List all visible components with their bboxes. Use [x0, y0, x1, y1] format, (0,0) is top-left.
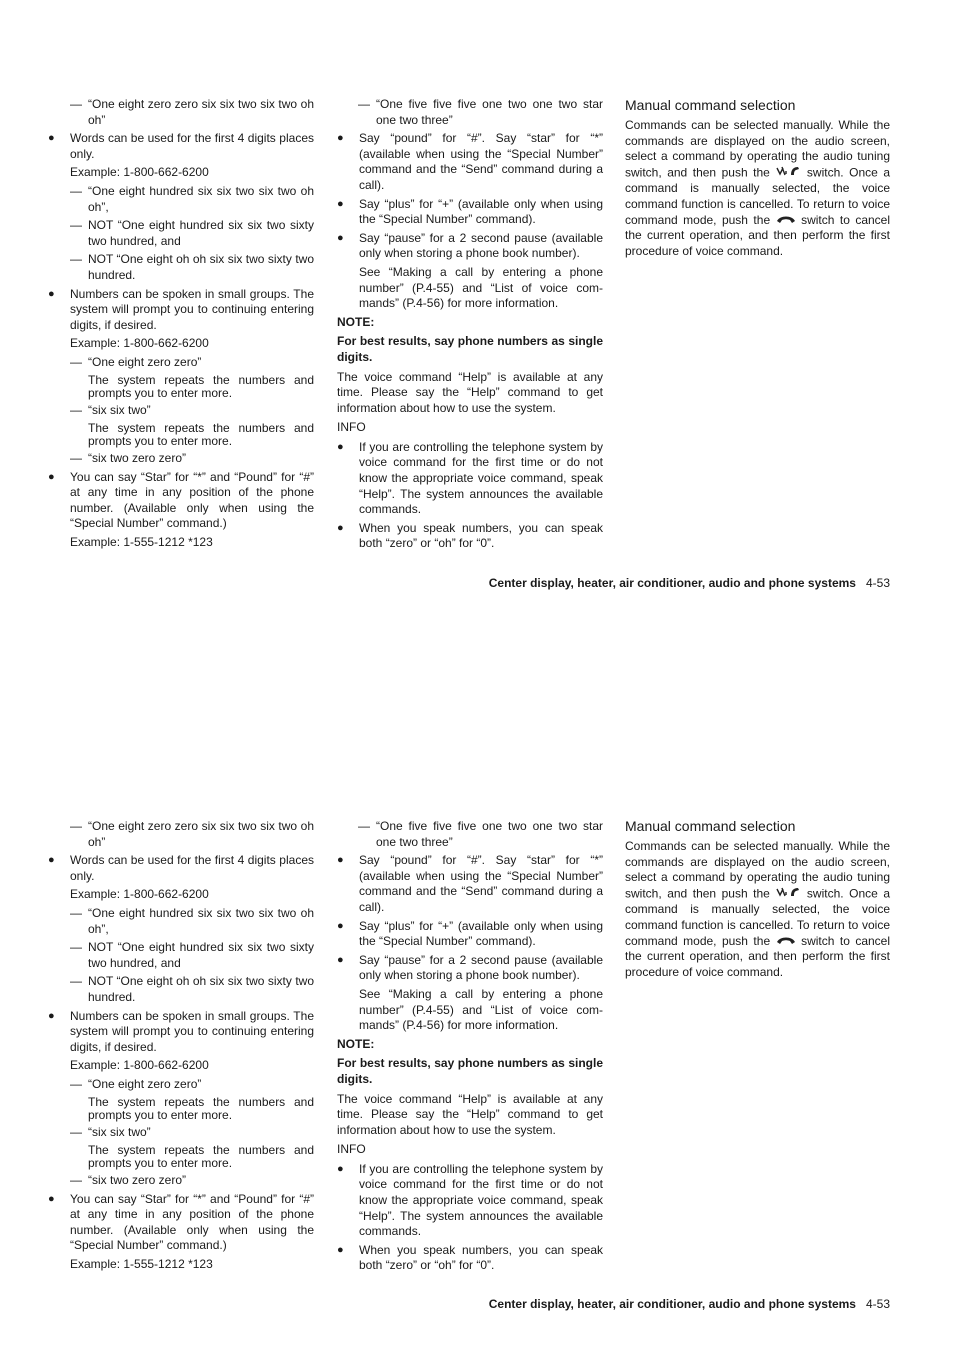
bullet-icon: ● [337, 132, 344, 145]
bullet-icon: ● [337, 1162, 344, 1175]
example-text: Example: 1-800-662-6200 [70, 1058, 209, 1073]
phone-end-icon [776, 213, 796, 229]
bullet-icon: ● [337, 521, 344, 534]
bullet-item: ● Numbers can be spoken in small groups. The system will prompt you to continuing entering digits, if desired. [48, 1008, 314, 1054]
bullet-item: ● Words can be used for the first 4 digits places only. [48, 131, 314, 161]
bullet-item: ● Say “pound” for “#”. Say “star” for “*” (available when using the “Special Number” command and the “Send” command during a call). [337, 131, 603, 192]
repeat-text: The system repeats the numbers and prompts you to enter more. [88, 372, 314, 400]
page-footer [489, 576, 890, 590]
page-2 [0, 721, 954, 1351]
example-text: Example: 1-800-662-6200 [70, 165, 209, 180]
bullet-icon: ● [337, 953, 344, 966]
dash-item: — “One eight zero zero” [70, 1076, 202, 1091]
page-number: 4-53 [865, 1297, 890, 1311]
repeat-text: The system repeats the numbers and prompts you to enter more. [88, 1094, 314, 1122]
repeat-text: The system repeats the numbers and prompts you to enter more. [88, 420, 314, 448]
bullet-icon: ● [337, 197, 344, 210]
dash-item: — “One five five five one two one two star one two three” [358, 97, 603, 127]
section-heading: Manual command selection [625, 818, 796, 834]
dash-item: — “One eight zero zero six six two six two oh oh” [70, 97, 314, 127]
talk-phone-icon [775, 886, 801, 903]
footer-title: Center display, heater, air conditioner, audio and phone systems [488, 576, 856, 590]
bullet-item: ● You can say “Star” for “*” and “Pound” for “#” at any time in any position of the phone number. (Available only when using the “Special Number” command.) [48, 1191, 314, 1253]
info-label: INFO [337, 1142, 366, 1157]
dash-item: — “One eight zero zero” [70, 354, 202, 369]
column-1 [48, 97, 314, 553]
repeat-text: The system repeats the numbers and prompts you to enter more. [88, 1142, 314, 1170]
bullet-item: ● Say “plus” for “+” (available only when using the “Special Number” command). [337, 918, 603, 949]
talk-phone-icon [775, 165, 801, 182]
dash-item: — NOT “One eight hundred six six two sixty two hundred, and [70, 218, 314, 248]
footer-title: Center display, heater, air conditioner, audio and phone systems [488, 1297, 856, 1311]
phone-end-icon [776, 934, 796, 950]
page-1 [0, 0, 954, 630]
column-3 [625, 818, 890, 983]
see-reference: See “Making a call by entering a phone number” (P.4-55) and “List of voice com-mands” (P.4-56) for more information. [359, 986, 603, 1033]
column-2 [337, 819, 603, 1277]
column-1 [48, 819, 314, 1275]
dash-item: — “six six two” [70, 402, 151, 417]
bullet-icon: ● [48, 1192, 55, 1205]
dash-item: — “six two zero zero” [70, 1172, 187, 1187]
example-text: Example: 1-800-662-6200 [70, 887, 209, 902]
bullet-icon: ● [48, 470, 55, 483]
dash-item: — “One eight hundred six six two six two oh oh”, [70, 905, 314, 936]
page-number: 4-53 [865, 576, 890, 590]
bullet-item: ● Say “plus” for “+” (available only when using the “Special Number” command). [337, 196, 603, 227]
column-3 [625, 97, 890, 262]
page-footer [489, 1297, 890, 1311]
bullet-item: ● Say “pause” for a 2 second pause (available only when storing a phone book number). [337, 952, 603, 983]
section-heading: Manual command selection [625, 97, 796, 113]
bullet-icon: ● [337, 854, 344, 867]
info-label: INFO [337, 420, 366, 435]
note-text: For best results, say phone numbers as single digits. [337, 334, 603, 364]
bullet-item: ● Say “pound” for “#”. Say “star” for “*” (available when using the “Special Number” command and the “Send” command during a call). [337, 853, 603, 914]
note-label: NOTE: [337, 1036, 375, 1051]
bullet-icon: ● [48, 1009, 55, 1022]
bullet-icon: ● [337, 231, 344, 244]
dash-item: — “One eight zero zero six six two six two oh oh” [70, 819, 314, 849]
bullet-item: ● If you are controlling the telephone system by voice command for the first time or do not know the appropriate voice command, speak “Help”. The system announces the available commands. [337, 1161, 603, 1239]
bullet-item: ● Words can be used for the first 4 digits places only. [48, 853, 314, 883]
dash-item: — “six six two” [70, 1124, 151, 1139]
bullet-icon: ● [337, 1243, 344, 1256]
column-2 [337, 97, 603, 555]
bullet-icon: ● [48, 854, 55, 867]
help-paragraph: The voice command “Help” is available at any time. Please say the “Help” command to get information about how to use the system. [337, 369, 603, 415]
example-text: Example: 1-555-1212 *123 [70, 1256, 213, 1271]
example-text: Example: 1-555-1212 *123 [70, 534, 213, 549]
dash-item: — NOT “One eight hundred six six two sixty two hundred, and [70, 940, 314, 970]
bullet-icon: ● [48, 287, 55, 300]
dash-item: — “six two zero zero” [70, 450, 187, 465]
bullet-item: ● When you speak numbers, you can speak both “zero” or “oh” for “0”. [337, 1242, 603, 1273]
note-text: For best results, say phone numbers as single digits. [337, 1056, 603, 1086]
bullet-item: ● When you speak numbers, you can speak both “zero” or “oh” for “0”. [337, 520, 603, 551]
manual-command-paragraph: Commands can be selected manually. While the commands are displayed on the audio screen, select a command by operating the audio tuning switch, and then push the switch. Once a command is manually selected, the voice command function is cancelled. To return to voice command mode, push the switch to cancel the current operation, and then perform the first procedure of voice command. [625, 839, 891, 979]
bullet-icon: ● [337, 919, 344, 932]
example-text: Example: 1-800-662-6200 [70, 336, 209, 351]
bullet-item: ● You can say “Star” for “*” and “Pound” for “#” at any time in any position of the phone number. (Available only when using the “Special Number” command.) [48, 469, 314, 531]
dash-item: — NOT “One eight oh oh six six two sixty two hundred. [70, 974, 314, 1004]
dash-item: — “One eight hundred six six two six two oh oh”, [70, 183, 314, 214]
bullet-item: ● Numbers can be spoken in small groups. The system will prompt you to continuing entering digits, if desired. [48, 286, 314, 332]
bullet-item: ● If you are controlling the telephone system by voice command for the first time or do not know the appropriate voice command, speak “Help”. The system announces the available commands. [337, 439, 603, 517]
dash-item: — “One five five five one two one two star one two three” [358, 819, 603, 849]
help-paragraph: The voice command “Help” is available at any time. Please say the “Help” command to get information about how to use the system. [337, 1091, 603, 1137]
dash-item: — NOT “One eight oh oh six six two sixty two hundred. [70, 252, 314, 282]
bullet-item: ● Say “pause” for a 2 second pause (available only when storing a phone book number). [337, 230, 603, 261]
bullet-icon: ● [337, 440, 344, 453]
note-label: NOTE: [337, 314, 375, 329]
see-reference: See “Making a call by entering a phone number” (P.4-55) and “List of voice com-mands” (P.4-56) for more information. [359, 264, 603, 311]
bullet-icon: ● [48, 132, 55, 145]
manual-command-paragraph: Commands can be selected manually. While the commands are displayed on the audio screen, select a command by operating the audio tuning switch, and then push the switch. Once a command is manually selected, the voice command function is cancelled. To return to voice command mode, push the switch to cancel the current operation, and then perform the first procedure of voice command. [625, 118, 891, 258]
